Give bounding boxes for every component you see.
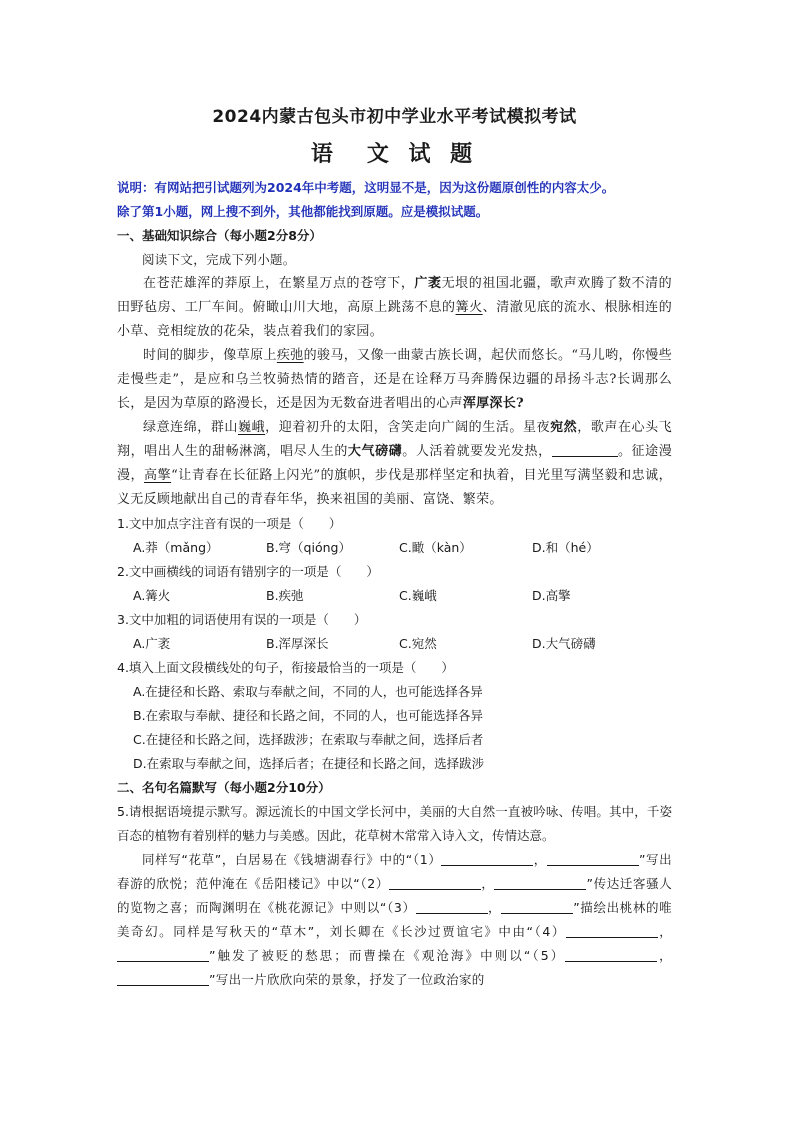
option-d[interactable]: D.大气磅礴 [532, 636, 596, 651]
passage-paragraph-3: 绿意连绵，群山巍峨，迎着初升的太阳，含笑走向广阔的生活。星夜宛然，歌声在心头飞翔，唱出人生的甜畅淋漓，唱尽人生的大气磅礴。人活着就要发光发热， 。征途漫漫，高擎“让青春在长征路上闪光”的旗帜，步伐是那样坚定和执着，目光里写满坚毅和忠诚，义无反顾地献出自己的青春年华，换来祖国的美丽、富饶、繁荣。 [117, 420, 673, 507]
option-d[interactable]: D.和（hé） [532, 540, 599, 555]
option-c[interactable]: C.瞰（kàn） [399, 540, 472, 555]
option-a[interactable]: A.莽（mǎng） [133, 540, 219, 555]
passage-paragraph-1: 在苍茫雄浑的莽原上，在繁星万点的苍穹下，广袤无垠的祖国北疆，歌声欢腾了数不清的田野毡房、工厂车间。俯瞰山川大地，高原上跳荡不息的篝火、清澈见底的流水、根脉相连的小草、竞相绽放的花朵，装点着我们的家园。 [117, 276, 672, 339]
question-5-stem: 5.请根据语境提示默写。源远流长的中国文学长河中，美丽的大自然一直被吟咏、传唱。其中，千姿百态的植物有着别样的魅力与美感。因此，花草树木常常入诗入文，传情达意。 [117, 804, 672, 843]
question-3-options [117, 632, 672, 656]
note-line-2: 除了第1小题，网上搜不到外，其他都能找到原题。应是模拟试题。 [117, 204, 489, 219]
option-b[interactable]: B.疾弛 [266, 588, 304, 603]
question-3-stem: 3.文中加粗的词语使用有误的一项是（ ） [117, 612, 367, 627]
option-b[interactable]: B.在索取与奉献、捷径和长路之间，不同的人，也可能选择各异 [133, 708, 484, 723]
question-2-stem: 2.文中画横线的词语有错别字的一项是（ ） [117, 564, 379, 579]
fill-blank[interactable] [117, 947, 209, 962]
option-b[interactable]: B.浑厚深长 [266, 636, 329, 651]
fill-blank[interactable] [117, 971, 209, 986]
option-d[interactable]: D.高擎 [532, 588, 571, 603]
passage-paragraph-2: 时间的脚步，像草原上疾弛的骏马，又像一曲蒙古族长调，起伏而悠长。“马儿哟，你慢些走慢些走”，是应和乌兰牧骑热情的踏音，还是在诠释万马奔腾保边疆的昂扬斗志?长调那么长，是因为草原的路漫长，还是因为无数奋进者唱出的心声浑厚深长? [117, 348, 672, 411]
bold-word: 广袤 [414, 276, 442, 291]
fill-blank[interactable] [565, 947, 657, 962]
option-d[interactable]: D.在索取与奉献之间，选择后者；在捷径和长路之间，选择跋涉 [133, 756, 485, 771]
section-1-heading: 一、基础知识综合（每小题2分8分） [117, 228, 322, 243]
underlined-word: 疾弛 [276, 348, 304, 363]
option-c[interactable]: C.宛然 [399, 636, 437, 651]
note-line-1: 说明：有网站把引试题列为2024年中考题，这明显不是，因为这份题原创性的内容太少。 [117, 180, 615, 195]
question-1-stem: 1.文中加点字注音有误的一项是（ ） [117, 516, 342, 531]
dictation-paragraph: 同样写“花草”，白居易在《钱塘湖春行》中的“（1） ， ”写出春游的欣悦；范仲淹在《岳阳楼记》中以“（2） ， ”传达迁客骚人的览物之喜；而陶渊明在《桃花源记》中则以“（3） ， ”描绘出桃林的唯美奇幻。同样是写秋天的“草木”，刘长卿在《长沙过贾谊宅》中由“（4） ，”触发了被贬的愁思；而曹操在《观沧海》中则以“（5） ，”写出一片欣欣向荣的景象，抒发了一位政治家的 [117, 852, 673, 987]
option-a[interactable]: A.广袤 [133, 636, 171, 651]
option-c[interactable]: C.巍峨 [399, 588, 437, 603]
dotted-char: 苍 [360, 276, 374, 291]
fill-blank[interactable] [441, 851, 533, 866]
section-1-intro: 阅读下文，完成下列小题。 [142, 252, 296, 267]
exam-subtitle: 语 文 试 题 [310, 142, 479, 167]
fill-blank[interactable] [552, 442, 618, 457]
dotted-char: 莽 [224, 276, 238, 291]
fill-blank[interactable] [566, 923, 658, 938]
fill-blank[interactable] [389, 875, 481, 890]
option-a[interactable]: A.在捷径和长路、索取与奉献之间，不同的人，也可能选择各异 [133, 684, 483, 699]
underlined-word: 高擎 [144, 468, 172, 483]
bold-word: 宛然 [550, 420, 578, 435]
question-2-options [117, 584, 672, 608]
exam-title: 2024内蒙古包头市初中学业水平考试模拟考试 [212, 107, 577, 127]
underlined-word: 巍峨 [238, 420, 266, 435]
fill-blank[interactable] [494, 875, 586, 890]
section-2-heading: 二、名句名篇默写（每小题2分10分） [117, 780, 331, 795]
question-1-options [117, 536, 672, 560]
bold-word: 大气磅礴 [347, 444, 403, 459]
option-b[interactable]: B.穹（qióng） [266, 540, 351, 555]
option-c[interactable]: C.在捷径和长路之间，选择跋涉；在索取与奉献之间，选择后者 [133, 732, 484, 747]
bold-word: 浑厚深长 [462, 396, 517, 411]
option-a[interactable]: A.篝火 [133, 588, 171, 603]
question-4-stem: 4.填入上面文段横线处的句子，衔接最恰当的一项是（ ） [117, 660, 454, 675]
fill-blank[interactable] [547, 851, 639, 866]
fill-blank[interactable] [416, 899, 488, 914]
dotted-char: 和 [221, 372, 236, 387]
dotted-char: 瞰 [265, 300, 280, 315]
underlined-word: 篝火 [455, 300, 483, 315]
fill-blank[interactable] [501, 899, 573, 914]
